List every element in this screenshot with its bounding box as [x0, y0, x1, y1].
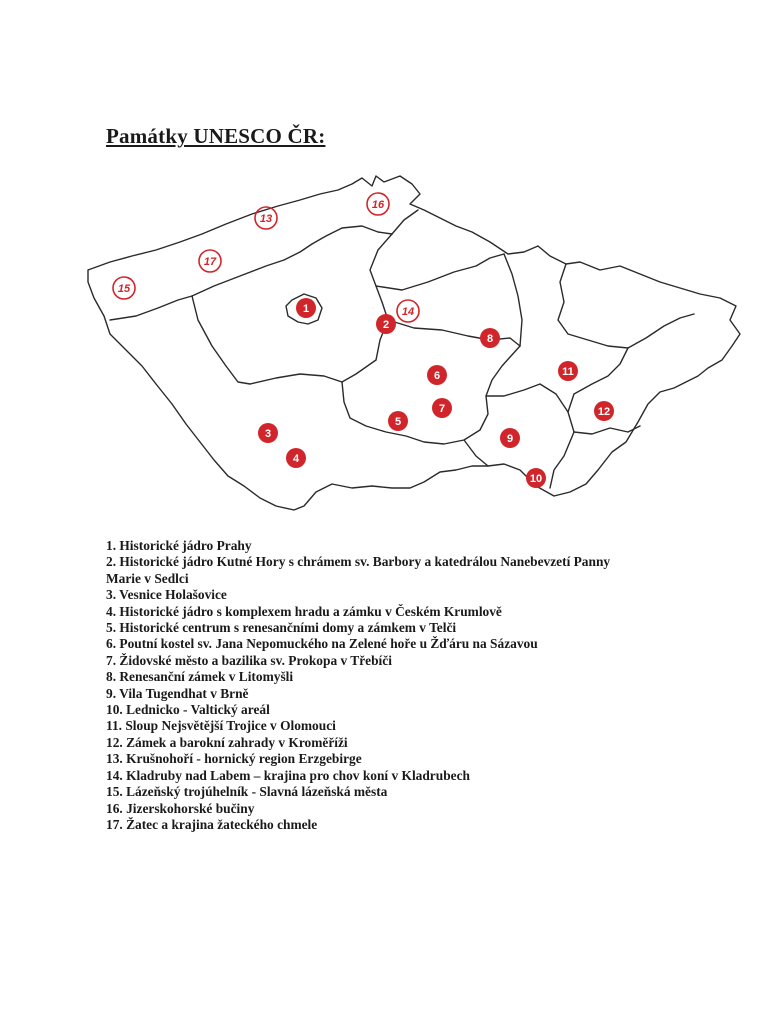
legend-item: 13. Krušnohoří - hornický region Erzgebirge	[106, 751, 362, 767]
legend-item: 2. Historické jádro Kutné Hory s chrámem sv. Barbory a katedrálou Nanebevzetí Panny	[106, 554, 611, 570]
legend-item: 1. Historické jádro Prahy	[106, 538, 252, 553]
legend-item: 11. Sloup Nejsvětější Trojice v Olomouci	[106, 718, 336, 734]
border-vysocina	[342, 346, 520, 444]
marker-9	[500, 428, 520, 448]
marker-label: 1	[302, 303, 310, 315]
border-liberec-east	[392, 210, 418, 234]
marker-label: 12	[597, 406, 611, 418]
czech-regions-map	[80, 170, 760, 530]
marker-label: 15	[117, 283, 131, 295]
legend-item: 6. Poutní kostel sv. Jana Nepomuckého na Zelené hoře u Žďáru na Sázavou	[106, 636, 538, 652]
marker-label: 2	[382, 319, 390, 331]
legend-item: 8. Renesanční zámek v Litomyšli	[106, 669, 294, 685]
legend-item: 16. Jizerskohorské bučiny	[106, 800, 255, 816]
marker-label: 14	[401, 306, 415, 318]
legend-list	[106, 538, 706, 833]
marker-2	[376, 314, 396, 334]
map-svg	[80, 170, 760, 530]
legend-item: 5. Historické centrum s renesančními domy a zámkem v Telči	[106, 620, 457, 636]
marker-label: 16	[371, 199, 385, 211]
border-hradec	[376, 254, 504, 290]
country-outline	[88, 176, 740, 510]
border-south-moravia-west	[464, 440, 488, 466]
border-olomouc-north	[504, 254, 522, 346]
border-zlin	[568, 348, 628, 412]
legend-item: 9. Vila Tugendhat v Brně	[106, 685, 249, 701]
border-usti	[192, 244, 312, 296]
legend-item: 17. Žatec a krajina žateckého chmele	[106, 816, 318, 832]
border-liberec	[312, 226, 392, 244]
marker-12	[594, 401, 614, 421]
legend-item: 7. Židovské město a bazilika sv. Prokopa v Třebíči	[106, 652, 392, 668]
legend-item: 15. Lázeňský trojúhelník - Slavná lázeňská města	[106, 784, 388, 800]
border-pardubice	[388, 320, 520, 346]
marker-label: 5	[394, 416, 402, 428]
marker-label: 17	[203, 256, 217, 268]
marker-label: 3	[264, 428, 272, 440]
marker-label: 4	[292, 453, 300, 465]
marker-1	[296, 298, 316, 318]
legend-item: 14. Kladruby nad Labem – krajina pro chov koní v Kladrubech	[106, 767, 470, 783]
marker-label: 11	[562, 366, 574, 378]
border-moravian-silesian	[628, 314, 694, 348]
marker-17	[199, 250, 221, 272]
marker-label: 10	[529, 473, 543, 485]
marker-15	[113, 277, 135, 299]
marker-label: 6	[433, 370, 441, 382]
border-olomouc-east	[558, 264, 628, 348]
marker-label: 9	[506, 433, 514, 445]
marker-10	[526, 468, 546, 488]
marker-label: 7	[438, 403, 446, 415]
marker-5	[388, 411, 408, 431]
marker-3	[258, 423, 278, 443]
legend-item: Marie v Sedlci	[106, 570, 189, 586]
marker-8	[480, 328, 500, 348]
legend-item: 12. Zámek a barokní zahrady v Kroměříži	[106, 734, 348, 750]
legend-item: 4. Historické jádro s komplexem hradu a zámku v Českém Krumlově	[106, 603, 502, 619]
marker-11	[558, 361, 578, 381]
border-central-east	[370, 234, 392, 360]
marker-4	[286, 448, 306, 468]
marker-16	[367, 193, 389, 215]
page-title: Památky UNESCO ČR:	[106, 124, 326, 148]
marker-label: 8	[486, 333, 494, 345]
border-south-bohemia	[250, 374, 342, 384]
border-zlin-south	[574, 426, 640, 434]
marker-6	[427, 365, 447, 385]
legend-item: 3. Vesnice Holašovice	[106, 587, 227, 603]
marker-label: 13	[259, 213, 273, 225]
legend-item: 10. Lednicko - Valtický areál	[106, 702, 270, 718]
marker-14	[397, 300, 419, 322]
border-plzen-west	[192, 296, 250, 384]
marker-7	[432, 398, 452, 418]
